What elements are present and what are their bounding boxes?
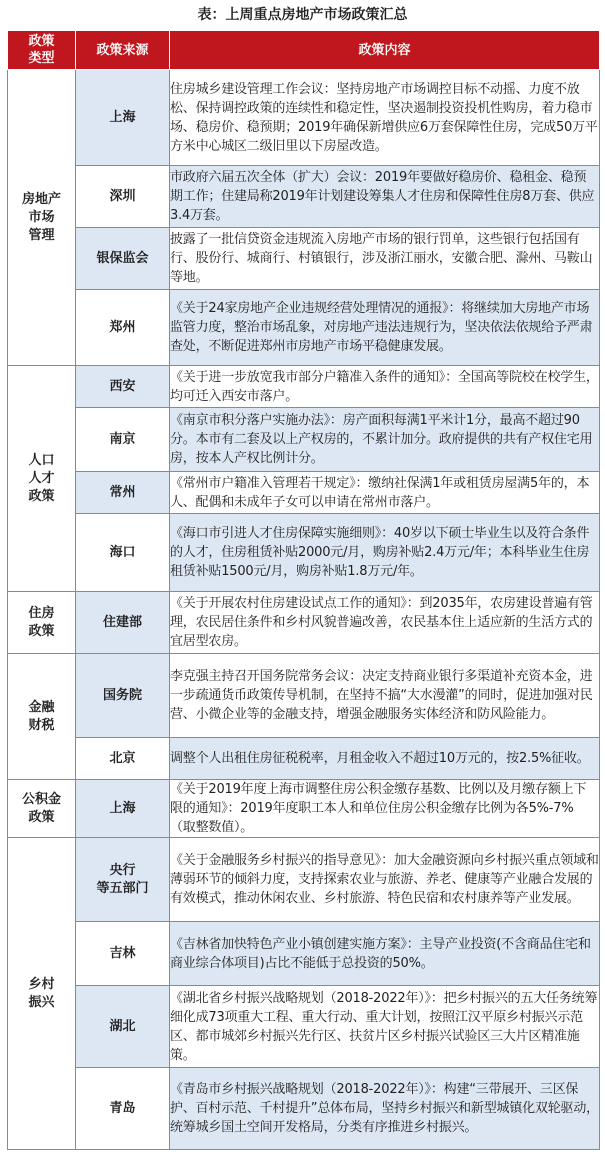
table-row [8, 70, 600, 166]
header-policy-content: 政策内容 [170, 31, 600, 70]
table-row [8, 592, 600, 654]
source-cell: 住建部 [76, 592, 170, 654]
content-cell: 《关于进一步放宽我市部分户籍准入条件的通知》：全国高等院校在校学生，均可迁入西安市落户。 [170, 366, 600, 408]
table-row [8, 472, 600, 514]
table-row [8, 408, 600, 472]
content-cell: 市政府六届五次全体（扩大）会议：2019年要做好稳房价、稳租金、稳预期工作；住建局称2019年计划建设筹集人才住房和保障性住房8万套、供应3.4万套。 [170, 166, 600, 228]
category-cell: 公积金 政策 [8, 780, 76, 838]
header-policy-source: 政策来源 [76, 31, 170, 70]
source-cell: 青岛 [76, 1068, 170, 1150]
source-cell: 上海 [76, 70, 170, 166]
content-cell: 《常州市户籍准入管理若干规定》：缴纳社保满1年或租赁房屋满5年的，本人、配偶和未成年子女可以申请在常州市落户。 [170, 472, 600, 514]
content-cell: 披露了一批信贷资金违规流入房地产市场的银行罚单，这些银行包括国有行、股份行、城商行、村镇银行，涉及浙江丽水，安徽合肥、滁州、马鞍山等地。 [170, 228, 600, 290]
content-cell: 《关于金融服务乡村振兴的指导意见》：加大金融资源向乡村振兴重点领域和薄弱环节的倾斜力度，支持探索农业与旅游、养老、健康等产业融合发展的有效模式，推动休闲农业、乡村旅游、特色民宿和农村康养等产业发展。 [170, 838, 600, 922]
content-cell: 《湖北省乡村振兴战略规划（2018-2022年）》：把乡村振兴的五大任务统筹细化成73项重大工程、重大行动、重大计划，按照江汉平原乡村振兴示范区、都市城郊乡村振兴先行区、扶贫片区乡村振兴试验区三大片区精准施策。 [170, 986, 600, 1068]
table-row [8, 780, 600, 838]
category-cell: 住房 政策 [8, 592, 76, 654]
content-cell: 《吉林省加快特色产业小镇创建实施方案》：主导产业投资(不含商品住宅和商业综合体项目)占比不能低于总投资的50%。 [170, 922, 600, 986]
content-cell: 《南京市积分落户实施办法》：房产面积每满1平米计1分，最高不超过90分。本市有二套及以上产权房的，不累计加分。政府提供的共有产权住宅用房，按本人产权比例计分。 [170, 408, 600, 472]
source-cell: 常州 [76, 472, 170, 514]
content-cell: 《关于24家房地产企业违规经营处理情况的通报》：将继续加大房地产市场监管力度，整治市场乱象，对房地产违法违规行为，坚决依法依规给予严肃查处，不断促进郑州市房地产市场平稳健康发展。 [170, 290, 600, 366]
header-row [8, 31, 600, 70]
source-cell: 银保监会 [76, 228, 170, 290]
source-cell: 郑州 [76, 290, 170, 366]
table-row [8, 654, 600, 738]
table-row [8, 986, 600, 1068]
table-row [8, 922, 600, 986]
source-cell: 央行 等五部门 [76, 838, 170, 922]
category-cell: 人口 人才 政策 [8, 366, 76, 592]
content-cell: 调整个人出租住房征税税率，月租金收入不超过10万元的，按2.5%征收。 [170, 738, 600, 780]
policy-table [7, 30, 600, 1150]
source-cell: 上海 [76, 780, 170, 838]
table-title: 表：上周重点房地产市场政策汇总 [197, 7, 408, 23]
content-cell: 《海口市引进人才住房保障实施细则》：40岁以下硕士毕业生以及符合条件的人才，住房租赁补贴2000元/月，购房补贴2.4万元/年；本科毕业生住房租赁补贴1500元/月，购房补贴1.8万元/年。 [170, 514, 600, 592]
table-row [8, 290, 600, 366]
table-row [8, 228, 600, 290]
content-cell: 住房城乡建设管理工作会议：坚持房地产市场调控目标不动摇、力度不放松、保持调控政策的连续性和稳定性，坚决遏制投资投机性购房，着力稳市场、稳房价、稳预期；2019年确保新增供应6万套保障性住房，完成50万平方米中心城区二级旧里以下房屋改造。 [170, 70, 600, 166]
source-cell: 北京 [76, 738, 170, 780]
category-cell: 乡村 振兴 [8, 838, 76, 1150]
source-cell: 海口 [76, 514, 170, 592]
source-cell: 南京 [76, 408, 170, 472]
content-cell: 李克强主持召开国务院常务会议：决定支持商业银行多渠道补充资本金，进一步疏通货币政策传导机制，在坚持不搞“大水漫灌”的同时，促进加强对民营、小微企业等的金融支持，增强金融服务实体经济和防风险能力。 [170, 654, 600, 738]
category-cell: 房地产 市场 管理 [8, 70, 76, 366]
header-policy-type: 政策 类型 [8, 31, 76, 70]
table-row [8, 366, 600, 408]
table-row [8, 166, 600, 228]
table-row [8, 838, 600, 922]
table-row [8, 514, 600, 592]
category-cell: 金融 财税 [8, 654, 76, 780]
source-cell: 西安 [76, 366, 170, 408]
content-cell: 《关于2019年度上海市调整住房公积金缴存基数、比例以及月缴存额上下限的通知》：2019年度职工本人和单位住房公积金缴存比例为各5%-7%（取整数值）。 [170, 780, 600, 838]
source-cell: 湖北 [76, 986, 170, 1068]
source-cell: 国务院 [76, 654, 170, 738]
content-cell: 《关于开展农村住房建设试点工作的通知》：到2035年，农房建设普遍有管理，农民居住条件和乡村风貌普遍改善，农民基本住上适应新的生活方式的宜居型农房。 [170, 592, 600, 654]
source-cell: 深圳 [76, 166, 170, 228]
source-cell: 吉林 [76, 922, 170, 986]
content-cell: 《青岛市乡村振兴战略规划（2018-2022年）》：构建“三带展开、三区保护、百村示范、千村提升”总体布局，坚持乡村振兴和新型城镇化双轮驱动，统筹城乡国土空间开发格局，分类有序推进乡村振兴。 [170, 1068, 600, 1150]
table-row [8, 738, 600, 780]
table-row [8, 1068, 600, 1150]
